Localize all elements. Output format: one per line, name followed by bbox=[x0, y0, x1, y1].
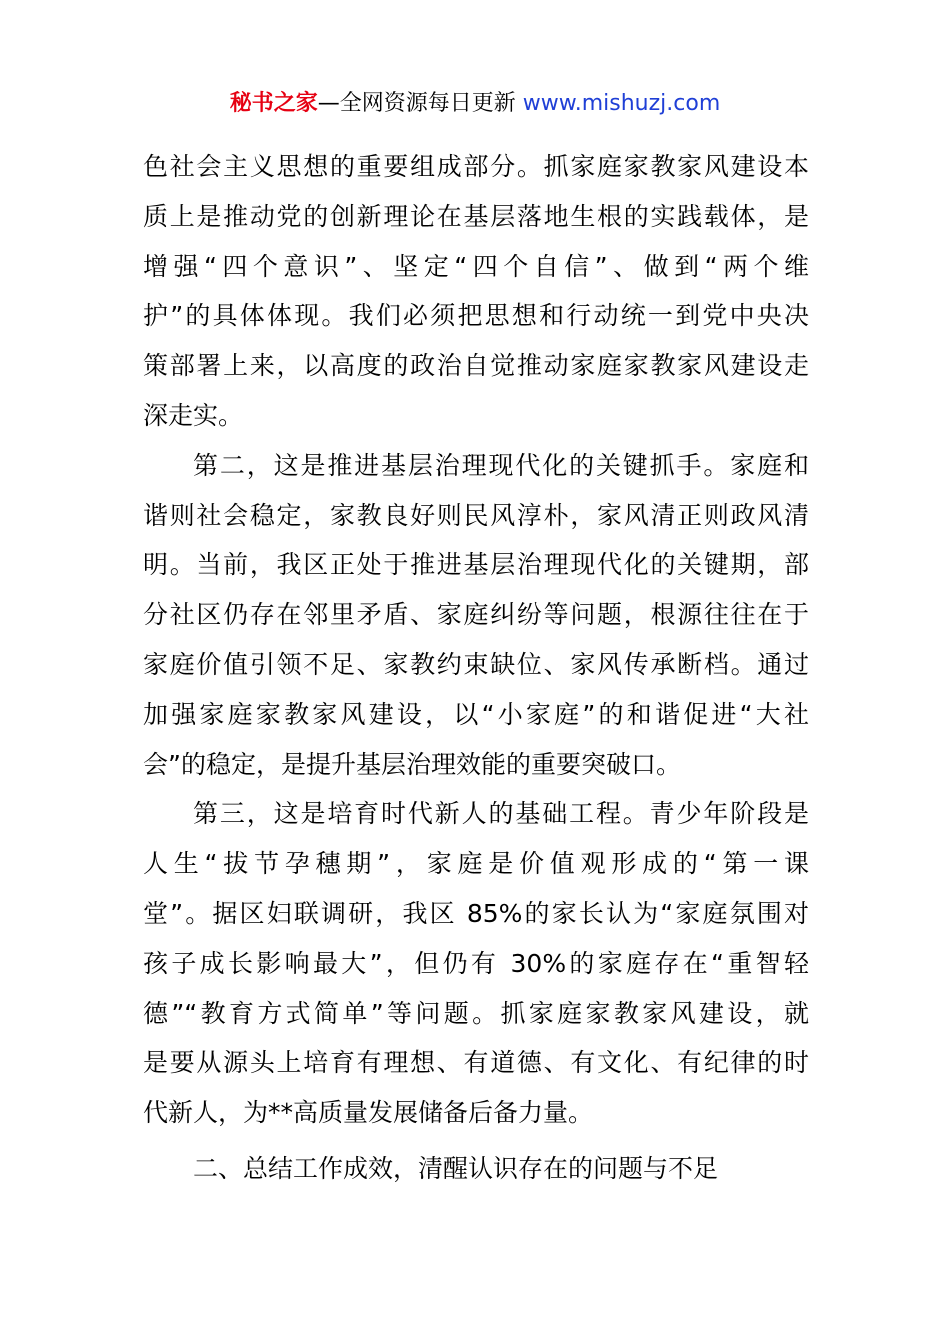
paragraph bbox=[143, 789, 809, 1138]
text-line: 谐则社会稳定，家教良好则民风淳朴，家风清正则政风清 bbox=[143, 500, 809, 530]
text-line: 代新人，为**高质量发展储备后备力量。 bbox=[143, 1098, 594, 1128]
site-tagline: —全网资源每日更新 bbox=[317, 91, 523, 116]
section-heading: 二、总结工作成效，清醒认识存在的问题与不足 bbox=[193, 1153, 719, 1183]
text-line: 护”的具体体现。我们必须把思想和行动统一到党中央决 bbox=[143, 301, 809, 331]
site-header bbox=[0, 88, 950, 120]
text-line: 深走实。 bbox=[143, 400, 244, 430]
text-line: 人生“拔节孕穗期”，家庭是价值观形成的“第一课 bbox=[143, 849, 809, 879]
text-line: 色社会主义思想的重要组成部分。抓家庭家教家风建设本 bbox=[143, 152, 809, 181]
text-line: 会”的稳定，是提升基层治理效能的重要突破口。 bbox=[143, 749, 681, 779]
text-line: 质上是推动党的创新理论在基层落地生根的实践载体，是 bbox=[143, 201, 809, 231]
document-body bbox=[143, 142, 809, 1194]
text-line: 德”“教育方式简单”等问题。抓家庭家教家风建设，就 bbox=[143, 998, 809, 1028]
text-line: 加强家庭家教家风建设，以“小家庭”的和谐促进“大社 bbox=[143, 699, 809, 729]
text-line: 明。当前，我区正处于推进基层治理现代化的关键期，部 bbox=[143, 550, 809, 580]
site-url-link[interactable]: www.mishuzj.com bbox=[522, 91, 721, 116]
text-line: 分社区仍存在邻里矛盾、家庭纠纷等问题，根源往往在于 bbox=[143, 600, 809, 630]
paragraph bbox=[143, 441, 809, 790]
text-line: 堂”。据区妇联调研，我区 85%的家长认为“家庭氛围对 bbox=[143, 898, 809, 928]
text-line: 家庭价值引领不足、家教约束缺位、家风传承断档。通过 bbox=[143, 649, 809, 679]
site-brand: 秘书之家 bbox=[229, 91, 318, 116]
text-line: 增强“四个意识”、坚定“四个自信”、做到“两个维 bbox=[143, 251, 809, 281]
text-line: 第二，这是推进基层治理现代化的关键抓手。家庭和 bbox=[193, 450, 809, 480]
text-line: 第三，这是培育时代新人的基础工程。青少年阶段是 bbox=[193, 799, 809, 829]
text-line: 孩子成长影响最大”，但仍有 30%的家庭存在“重智轻 bbox=[143, 948, 809, 978]
paragraph bbox=[143, 142, 809, 441]
text-line: 策部署上来，以高度的政治自觉推动家庭家教家风建设走 bbox=[143, 351, 809, 381]
text-line: 是要从源头上培育有理想、有道德、有文化、有纪律的时 bbox=[143, 1048, 809, 1078]
